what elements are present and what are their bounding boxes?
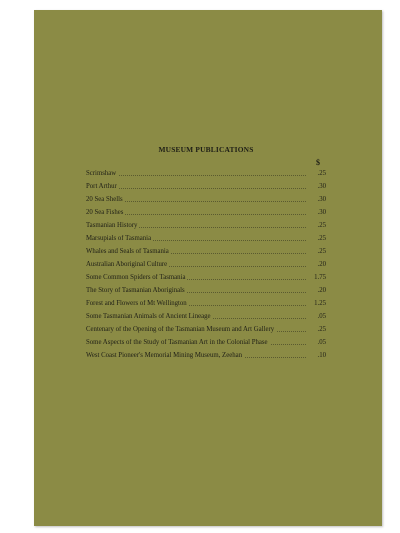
publication-row <box>86 274 326 282</box>
publications-list <box>86 145 326 365</box>
booklet-back-cover <box>34 10 382 526</box>
page-heading: MUSEUM PUBLICATIONS <box>158 145 254 154</box>
publication-row <box>86 196 326 204</box>
publication-price: .05 <box>317 339 326 346</box>
publication-price: .20 <box>317 261 326 268</box>
publication-price: 1.25 <box>314 300 326 307</box>
publication-title: Centenary of the Opening of the Tasmanian Museum and Art Gallery <box>86 326 275 333</box>
publication-title: The Story of Tasmanian Aboriginals <box>86 287 185 294</box>
publication-title: Some Aspects of the Study of Tasmanian Art in the Colonial Phase <box>86 339 268 346</box>
publication-price: .10 <box>317 352 326 359</box>
publication-title: Scrimshaw <box>86 170 117 177</box>
publication-row <box>86 248 326 256</box>
publication-row <box>86 261 326 269</box>
publication-title: West Coast Pioneer's Memorial Mining Museum, Zeehan <box>86 352 243 359</box>
publication-price: .30 <box>317 209 326 216</box>
publication-row <box>86 183 326 191</box>
publication-title: Some Tasmanian Animals of Ancient Lineage <box>86 313 211 320</box>
publication-row <box>86 235 326 243</box>
publication-row <box>86 170 326 178</box>
publication-row <box>86 326 326 334</box>
publication-title: 20 Sea Shells <box>86 196 123 203</box>
publication-price: .30 <box>317 183 326 190</box>
publication-title: Tasmanian History <box>86 222 138 229</box>
publication-row <box>86 352 326 360</box>
publication-row <box>86 287 326 295</box>
publication-title: 20 Sea Fishes <box>86 209 124 216</box>
publication-row <box>86 222 326 230</box>
publication-title: Marsupials of Tasmania <box>86 235 152 242</box>
publication-title: Port Arthur <box>86 183 117 190</box>
publication-price: .25 <box>317 248 326 255</box>
publication-price: .05 <box>317 313 326 320</box>
publication-price: .25 <box>317 170 326 177</box>
publication-price: 1.75 <box>314 274 326 281</box>
publication-title: Forest and Flowers of Mt Wellington <box>86 300 187 307</box>
publication-title: Whales and Seals of Tasmania <box>86 248 169 255</box>
publication-title: Some Common Spiders of Tasmania <box>86 274 186 281</box>
publication-price: .30 <box>317 196 326 203</box>
publication-price: .25 <box>317 222 326 229</box>
publication-row <box>86 209 326 217</box>
publication-price: .25 <box>317 235 326 242</box>
currency-symbol: $ <box>316 158 320 167</box>
publication-row <box>86 313 326 321</box>
publication-price: .20 <box>317 287 326 294</box>
publication-title: Australian Aboriginal Culture <box>86 261 168 268</box>
publication-row <box>86 300 326 308</box>
publication-row <box>86 339 326 347</box>
publication-price: .25 <box>317 326 326 333</box>
